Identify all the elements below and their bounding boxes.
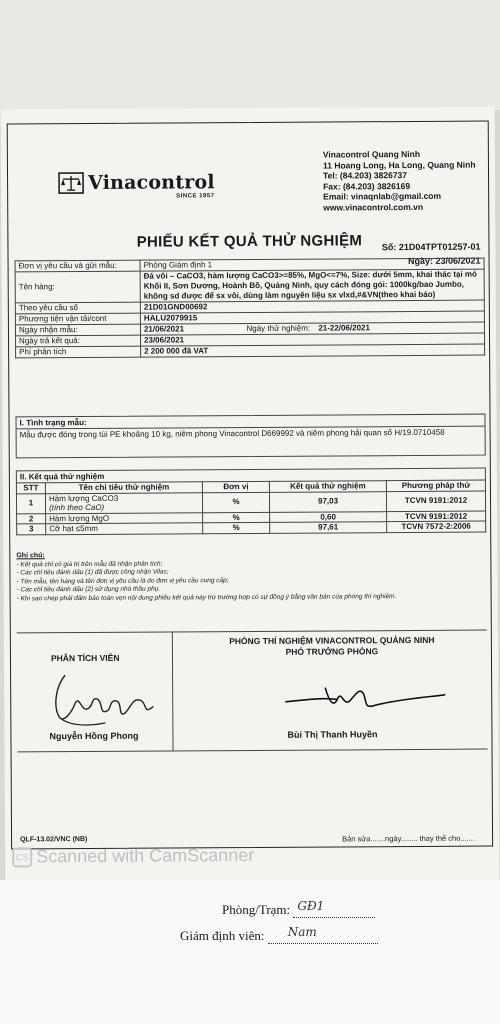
background-sheet xyxy=(0,0,500,110)
scales-icon xyxy=(58,172,84,194)
row-name: Hàm lượng MgO xyxy=(46,512,203,523)
stamp-area xyxy=(0,880,500,1024)
results-heading: II. Kết quả thử nghiệm xyxy=(16,468,486,483)
room-label: Phòng/Trạm: xyxy=(222,902,291,917)
row-unit: % xyxy=(203,522,270,533)
info-label: Đơn vị yêu cầu và gửi mẫu: xyxy=(15,260,140,272)
sample-status-text: Mẫu được đóng trong túi PE khoảng 10 kg, niêm phong Vinacontrol D669992 và niêm phong hải quan số H/19.0710458 xyxy=(19,427,445,440)
notes-heading: Ghi chú: xyxy=(16,552,45,560)
inspector-row xyxy=(180,925,378,944)
signature-divider xyxy=(172,632,174,750)
row-unit: % xyxy=(203,512,270,523)
report-page xyxy=(1,106,500,889)
room-line xyxy=(293,899,375,918)
camscanner-icon: CS xyxy=(12,848,32,868)
sample-status-section xyxy=(15,414,485,459)
sample-status-heading: I. Tình trạng mẫu: xyxy=(17,416,485,430)
note-item: - Khi sao chép phải đảm bảo toàn vẹn nội dung phiếu kết quả này trừ trường hợp có sự đồng ý bằng văn bản của phòng thí nghiệm. xyxy=(16,592,397,602)
inspector-value: Nam xyxy=(287,925,317,939)
room-row xyxy=(222,899,375,918)
notes-section xyxy=(16,550,486,604)
info-label: Ngày trả kết quả: xyxy=(16,335,141,347)
row-unit: % xyxy=(202,492,269,512)
company-name: Vinacontrol Quang Ninh xyxy=(322,148,421,160)
analyst-title: PHÂN TÍCH VIÊN xyxy=(50,652,120,664)
info-value: Đá vôi – CaCO3, hàm lượng CaCO3>=85%, MgO<=7%, Size: dưới 5mm, khai thác tại mỏ Khối II, Sơn Dương, Hoành Bồ, Quảng Ninh, quy cách đóng gói: 1000kg/bao Jumbo, không sd được để sx vôi, dùng làm nguyên liệu sx vlxd,#&VN(theo khai báo) xyxy=(140,269,484,302)
info-label: Phí phân tích xyxy=(16,346,141,358)
company-tel: Tel: (84.203) 3826737 xyxy=(323,170,408,181)
note-item: - Kết quả chỉ có giá trị trên mẫu đã nhận phân tích; xyxy=(16,560,163,568)
results-section xyxy=(16,468,486,535)
watermark-text: Scanned with CamScanner xyxy=(36,844,255,867)
brand-since: SINCE 1957 xyxy=(176,193,215,200)
row-result: 0,60 xyxy=(270,511,387,522)
company-fax: Fax: (84.203) 3826169 xyxy=(323,180,411,192)
edition-note: Bản sửa.......ngày........ thay thế cho....... xyxy=(342,833,475,844)
info-label: Ngày nhận mẫu: xyxy=(15,324,140,336)
report-title: PHIẾU KẾT QUẢ THỬ NGHIỆM xyxy=(136,232,363,251)
company-web: www.vinacontrol.com.vn xyxy=(323,201,424,213)
lab-position: PHÓ TRƯỞNG PHÒNG xyxy=(285,646,379,657)
note-item: - Các chỉ tiêu đánh dấu (2) sử dụng nhà thầu phụ. xyxy=(16,585,161,594)
analyst-signature xyxy=(45,667,165,730)
bleed-through-mark xyxy=(210,10,410,80)
row-result: 97,61 xyxy=(270,522,387,533)
company-contact xyxy=(323,149,476,213)
received-date: 21/06/2021 xyxy=(143,324,185,334)
note-item: - Tên mẫu, tên hàng và tên đơn vị yêu cầu là do đơn vị yêu cầu cung cấp; xyxy=(16,576,229,585)
info-value: Phòng Giám định 1 xyxy=(140,258,484,271)
sample-info-table xyxy=(15,258,486,359)
col-name: Tên chỉ tiêu thử nghiệm xyxy=(45,482,202,493)
row-method: TCVN 9191:2012 xyxy=(387,511,486,522)
company-email: Email: vinaqnlab@gmail.com xyxy=(323,190,442,202)
col-method: Phương pháp thử xyxy=(386,480,485,491)
row-stt: 1 xyxy=(16,493,45,513)
info-value: 21D01GND00692 xyxy=(140,300,484,313)
note-item: - Các chỉ tiêu đánh dấu (1) đã được công nhận Vilas; xyxy=(16,568,169,577)
report-number: Số: 21D04TPT01257-01 xyxy=(381,241,481,253)
row-name xyxy=(45,492,202,513)
info-value: 23/06/2021 xyxy=(141,333,485,346)
info-value: 2 200 000 đã VAT xyxy=(141,344,485,357)
row-name-text: Hàm lượng CaCO3 xyxy=(48,493,119,503)
vinacontrol-logo xyxy=(58,171,215,200)
row-name-sub: (tính theo CaO) xyxy=(49,502,105,513)
info-row xyxy=(16,344,485,358)
deputy-signature xyxy=(279,679,449,716)
row-result: 97,03 xyxy=(269,491,386,512)
info-label: Phương tiện vận tải/cont xyxy=(15,313,140,325)
info-label: Tên hàng: xyxy=(15,271,140,303)
brand-name: Vinacontrol xyxy=(88,171,215,194)
room-value: GĐ1 xyxy=(297,899,325,913)
inspector-line xyxy=(268,925,378,944)
camscanner-watermark xyxy=(12,845,254,868)
company-address: 11 Hoang Long, Ha Long, Quang Ninh xyxy=(322,159,476,171)
row-method: TCVN 9191:2012 xyxy=(386,491,485,512)
col-result: Kết quả thử nghiệm xyxy=(269,481,386,492)
test-date: 21-22/06/2021 xyxy=(318,323,370,333)
report-frame xyxy=(7,121,493,867)
col-stt: STT xyxy=(16,483,45,494)
info-value: HALU2079915 xyxy=(140,311,484,324)
row-method: TCVN 7572-2:2006 xyxy=(387,521,486,532)
results-table xyxy=(16,480,486,535)
test-date-label: Ngày thử nghiệm: xyxy=(246,323,311,334)
col-unit: Đơn vị xyxy=(202,481,269,492)
info-row xyxy=(15,269,484,303)
analyst-name: Nguyễn Hồng Phong xyxy=(49,730,139,742)
row-name: Cỡ hạt ≤5mm xyxy=(46,523,203,534)
row-stt: 2 xyxy=(17,513,46,524)
lab-title xyxy=(177,635,487,659)
table-row xyxy=(16,491,485,514)
info-label: Theo yêu cầu số xyxy=(15,302,140,314)
table-row xyxy=(17,521,486,534)
inspector-label: Giám định viên: xyxy=(180,928,265,943)
report-date: Ngày: 23/06/2021 xyxy=(407,255,481,267)
row-stt: 3 xyxy=(17,524,46,535)
deputy-name: Bùi Thị Thanh Huyền xyxy=(287,729,378,740)
lab-name: PHÒNG THÍ NGHIỆM VINACONTROL QUẢNG NINH xyxy=(229,634,435,647)
form-code: QLF-13.02/VNC (NB) xyxy=(20,835,88,844)
signature-block xyxy=(17,630,488,753)
